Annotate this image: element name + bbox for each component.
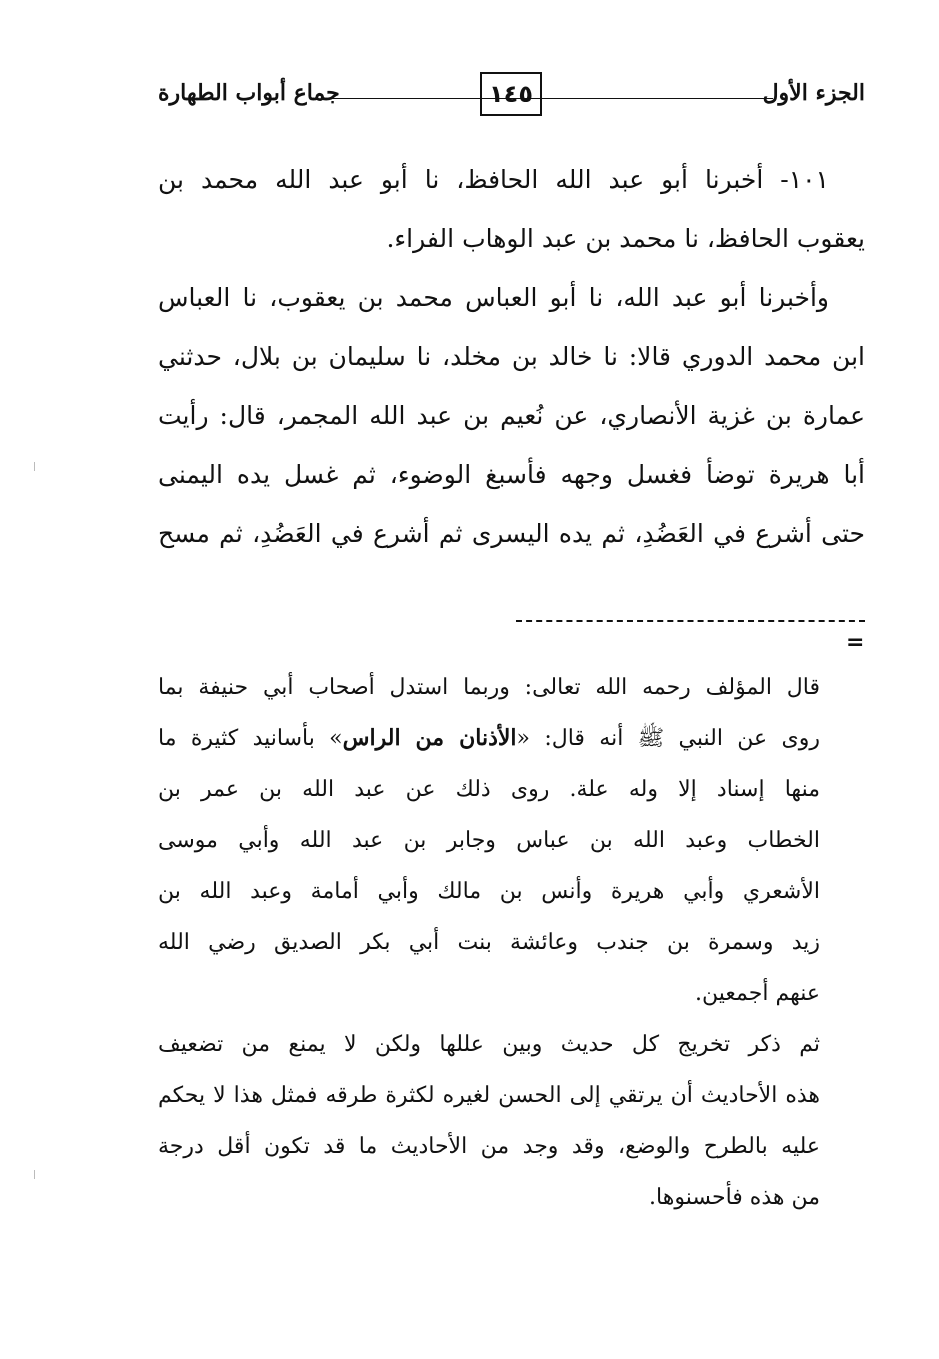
footnote-line: منها إسناد إلا وله علة. روى ذلك عن عبد الله بن عمر بن bbox=[158, 777, 820, 802]
footnote-line: الأشعري وأبي هريرة وأنس بن مالك وأبي أمامة وعبد الله بن bbox=[158, 879, 820, 904]
scan-margin-mark bbox=[34, 462, 35, 471]
scan-margin-mark bbox=[34, 1170, 35, 1179]
main-text bbox=[158, 150, 865, 563]
text-line: ابن محمد الدوري قالا: نا خالد بن مخلد، نا سليمان بن بلال، حدثني bbox=[158, 342, 865, 371]
footnote-line: الخطاب وعبد الله بن عباس وجابر بن عبد الله وأبي موسى bbox=[158, 828, 820, 853]
footnote-line: من هذه فأحسنوها. bbox=[649, 1185, 820, 1210]
footnote-text bbox=[158, 662, 820, 1223]
page-number: ١٤٥ bbox=[480, 72, 542, 116]
footnote-segment: » بأسانيد كثيرة ما bbox=[158, 726, 343, 751]
text-line: حتى أشرع في العَضُدِ، ثم يده اليسرى ثم أشرع في العَضُدِ، ثم مسح bbox=[158, 519, 865, 548]
header-rule-right bbox=[546, 98, 773, 99]
footnote-continuation-mark: = bbox=[846, 630, 865, 655]
text-line: أبا هريرة توضأ فغسل وجهه فأسبغ الوضوء، ثم غسل يده اليمنى bbox=[158, 460, 865, 489]
footnote-line: هذه الأحاديث أن يرتقي إلى الحسن لغيره لكثرة طرقه فمثل هذا لا يحكم bbox=[158, 1083, 820, 1108]
text-line: يعقوب الحافظ، نا محمد بن عبد الوهاب الفراء. bbox=[386, 224, 865, 253]
text-line: ١٠١- أخبرنا أبو عبد الله الحافظ، نا أبو عبد الله محمد بن bbox=[158, 165, 829, 194]
volume-label: الجزء الأول bbox=[762, 80, 865, 106]
footnote-separator bbox=[516, 620, 865, 622]
text-line: عمارة بن غزية الأنصاري، عن نُعيم بن عبد الله المجمر، قال: رأيت bbox=[158, 401, 865, 430]
header-rule-left bbox=[330, 98, 547, 99]
section-title: جماع أبواب الطهارة bbox=[158, 80, 340, 106]
footnote-line: عليه بالطرح والوضع، وقد وجد من الأحاديث ما قد تكون أقل درجة bbox=[158, 1134, 821, 1159]
hadith-quote: الأذنان من الراس bbox=[342, 725, 517, 751]
running-header bbox=[158, 70, 865, 122]
footnote-line: ثم ذكر تخريج كل حديث وبين عللها ولكن لا يمنع من تضعيف bbox=[158, 1032, 821, 1057]
footnote-line: زيد وسمرة بن جندب وعائشة بنت أبي بكر الصديق رضي الله bbox=[158, 930, 820, 955]
text-line: وأخبرنا أبو عبد الله، نا أبو العباس محمد بن يعقوب، نا العباس bbox=[158, 283, 829, 312]
footnote-line bbox=[158, 713, 820, 764]
footnote-line: عنهم أجمعين. bbox=[695, 981, 820, 1006]
footnote-line: قال المؤلف رحمه الله تعالى: وربما استدل أصحاب أبي حنيفة بما bbox=[158, 675, 820, 700]
footnote-segment: روى عن النبي ﷺ أنه قال: « bbox=[516, 726, 820, 751]
